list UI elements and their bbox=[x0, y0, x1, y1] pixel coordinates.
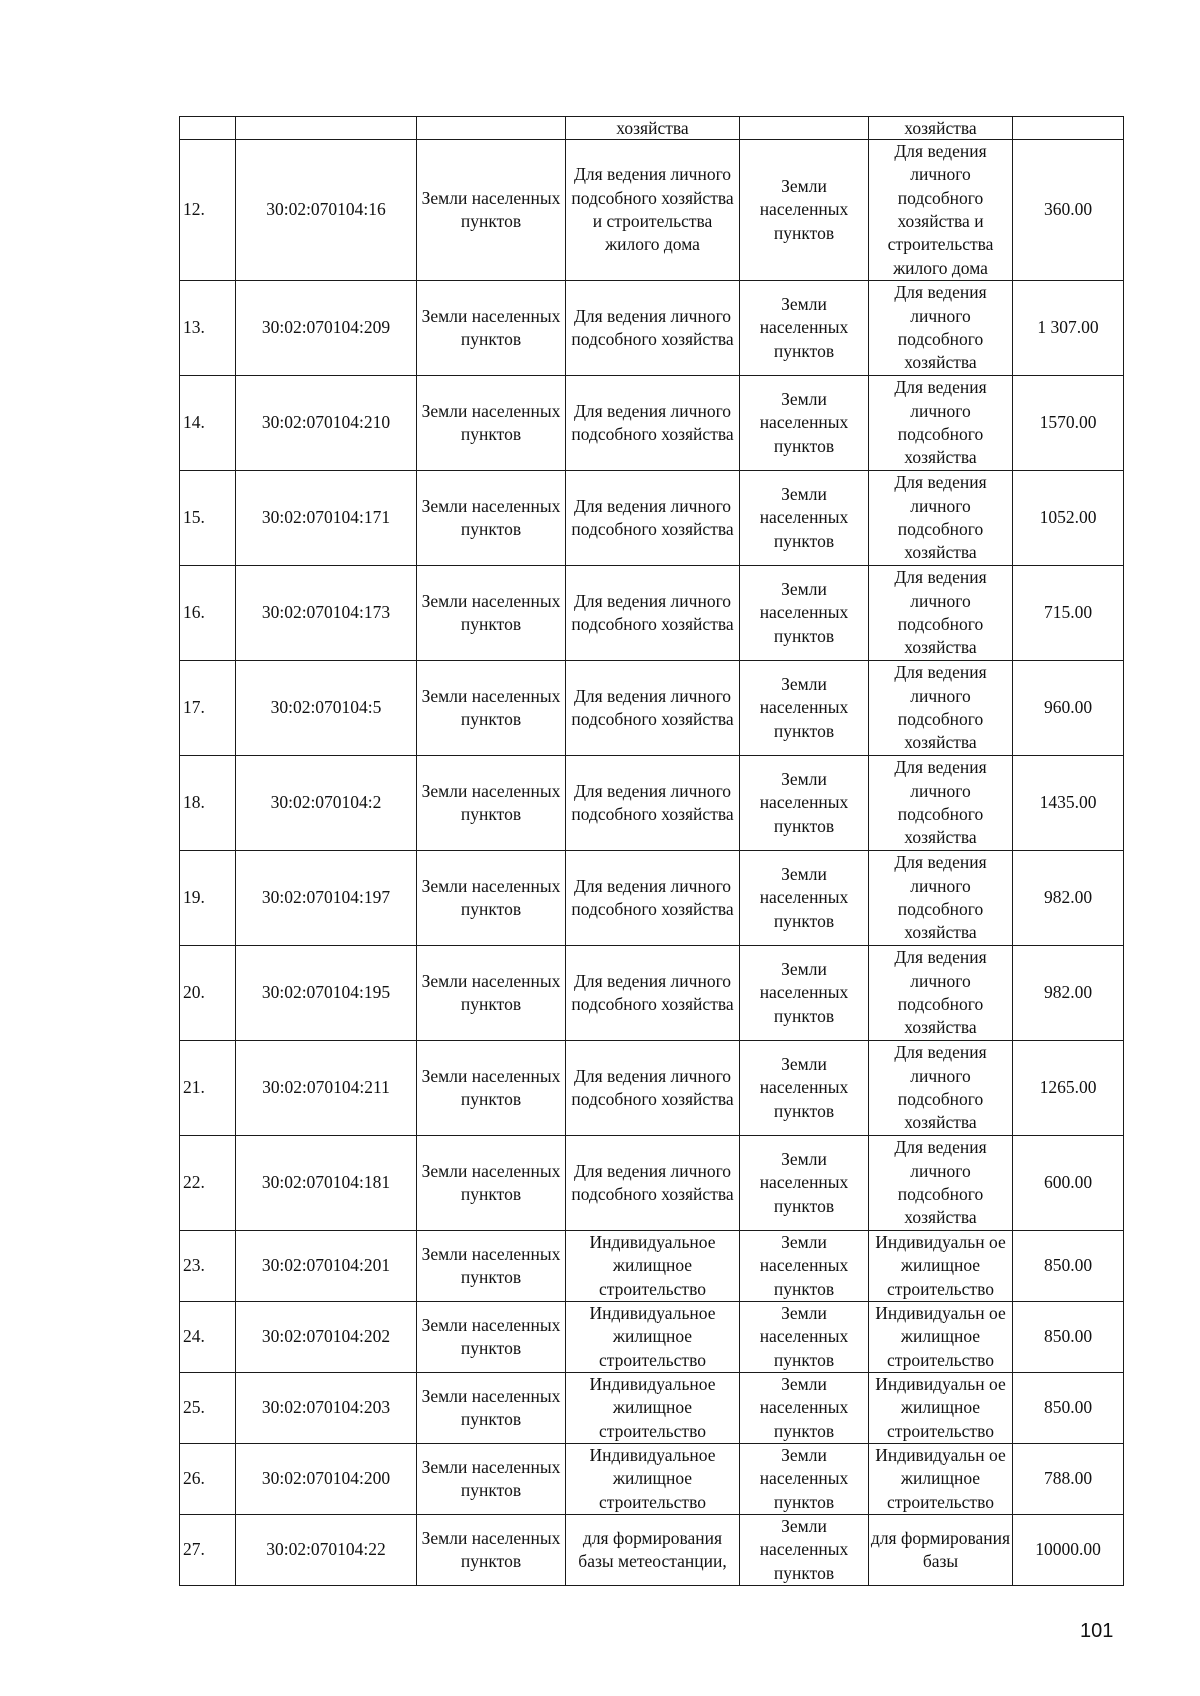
area-cell: 600.00 bbox=[1013, 1136, 1124, 1231]
table-row bbox=[180, 1515, 1124, 1586]
row-number-cell: 17. bbox=[180, 661, 236, 756]
row-number-cell: 19. bbox=[180, 851, 236, 946]
row-number-cell: 15. bbox=[180, 471, 236, 566]
land-category-cell-2: Земли населенных пунктов bbox=[740, 1515, 869, 1586]
page-number: 101 bbox=[1080, 1620, 1114, 1642]
permitted-use-cell-2: Для ведения личного подсобного хозяйства bbox=[869, 851, 1013, 946]
land-category-cell-2: Земли населенных пунктов bbox=[740, 1041, 869, 1136]
row-number-cell: 20. bbox=[180, 946, 236, 1041]
land-category-cell-2: Земли населенных пунктов bbox=[740, 851, 869, 946]
permitted-use-cell: Для ведения личного подсобного хозяйства bbox=[566, 376, 740, 471]
area-cell: 788.00 bbox=[1013, 1444, 1124, 1515]
land-category-cell: Земли населенных пунктов bbox=[417, 140, 566, 281]
area-cell: 10000.00 bbox=[1013, 1515, 1124, 1586]
permitted-use-cell-2: Для ведения личного подсобного хозяйства bbox=[869, 566, 1013, 661]
permitted-use-cell: Для ведения личного подсобного хозяйства bbox=[566, 661, 740, 756]
cadastral-number-cell: 30:02:070104:202 bbox=[236, 1302, 417, 1373]
row-number-cell: 27. bbox=[180, 1515, 236, 1586]
table-row-continuation bbox=[180, 117, 1124, 140]
permitted-use-cell: Индивидуальное жилищное строительство bbox=[566, 1231, 740, 1302]
land-category-cell-2 bbox=[740, 117, 869, 140]
land-category-cell: Земли населенных пунктов bbox=[417, 1041, 566, 1136]
land-category-cell-2: Земли населенных пунктов bbox=[740, 1373, 869, 1444]
permitted-use-cell-2: для формирования базы bbox=[869, 1515, 1013, 1586]
row-number-cell: 21. bbox=[180, 1041, 236, 1136]
permitted-use-cell: Для ведения личного подсобного хозяйства bbox=[566, 471, 740, 566]
row-number-cell: 12. bbox=[180, 140, 236, 281]
permitted-use-cell-2: хозяйства bbox=[869, 117, 1013, 140]
area-cell: 960.00 bbox=[1013, 661, 1124, 756]
cadastral-number-cell: 30:02:070104:16 bbox=[236, 140, 417, 281]
row-number-cell: 26. bbox=[180, 1444, 236, 1515]
row-number-cell: 16. bbox=[180, 566, 236, 661]
land-category-cell: Земли населенных пунктов bbox=[417, 946, 566, 1041]
area-cell: 1435.00 bbox=[1013, 756, 1124, 851]
row-number-cell: 25. bbox=[180, 1373, 236, 1444]
land-category-cell-2: Земли населенных пунктов bbox=[740, 946, 869, 1041]
permitted-use-cell-2: Индивидуальн ое жилищное строительство bbox=[869, 1373, 1013, 1444]
table-row bbox=[180, 1302, 1124, 1373]
cadastral-number-cell: 30:02:070104:2 bbox=[236, 756, 417, 851]
cadastral-number-cell: 30:02:070104:211 bbox=[236, 1041, 417, 1136]
permitted-use-cell-2: Для ведения личного подсобного хозяйства и строительства жилого дома bbox=[869, 140, 1013, 281]
permitted-use-cell: Для ведения личного подсобного хозяйства bbox=[566, 281, 740, 376]
cadastral-number-cell: 30:02:070104:22 bbox=[236, 1515, 417, 1586]
table-row bbox=[180, 281, 1124, 376]
row-number-cell: 13. bbox=[180, 281, 236, 376]
area-cell: 850.00 bbox=[1013, 1302, 1124, 1373]
permitted-use-cell: Для ведения личного подсобного хозяйства bbox=[566, 756, 740, 851]
land-category-cell-2: Земли населенных пунктов bbox=[740, 376, 869, 471]
area-cell: 850.00 bbox=[1013, 1231, 1124, 1302]
permitted-use-cell: для формирования базы метеостанции, bbox=[566, 1515, 740, 1586]
land-category-cell: Земли населенных пунктов bbox=[417, 1515, 566, 1586]
area-cell: 850.00 bbox=[1013, 1373, 1124, 1444]
land-category-cell: Земли населенных пунктов bbox=[417, 376, 566, 471]
permitted-use-cell: Для ведения личного подсобного хозяйства и строительства жилого дома bbox=[566, 140, 740, 281]
land-category-cell-2: Земли населенных пунктов bbox=[740, 140, 869, 281]
permitted-use-cell-2: Для ведения личного подсобного хозяйства bbox=[869, 281, 1013, 376]
land-category-cell-2: Земли населенных пунктов bbox=[740, 756, 869, 851]
land-category-cell: Земли населенных пунктов bbox=[417, 281, 566, 376]
area-cell: 982.00 bbox=[1013, 851, 1124, 946]
permitted-use-cell-2: Для ведения личного подсобного хозяйства bbox=[869, 1136, 1013, 1231]
permitted-use-cell-2: Для ведения личного подсобного хозяйства bbox=[869, 1041, 1013, 1136]
land-category-cell-2: Земли населенных пунктов bbox=[740, 661, 869, 756]
land-category-cell-2: Земли населенных пунктов bbox=[740, 281, 869, 376]
permitted-use-cell-2: Для ведения личного подсобного хозяйства bbox=[869, 756, 1013, 851]
table-row bbox=[180, 946, 1124, 1041]
row-number-cell: 14. bbox=[180, 376, 236, 471]
cadastral-number-cell: 30:02:070104:5 bbox=[236, 661, 417, 756]
land-plots-table bbox=[179, 116, 1124, 1586]
permitted-use-cell-2: Для ведения личного подсобного хозяйства bbox=[869, 661, 1013, 756]
land-category-cell: Земли населенных пунктов bbox=[417, 661, 566, 756]
permitted-use-cell: хозяйства bbox=[566, 117, 740, 140]
row-number-cell: 18. bbox=[180, 756, 236, 851]
land-category-cell-2: Земли населенных пунктов bbox=[740, 1136, 869, 1231]
permitted-use-cell-2: Для ведения личного подсобного хозяйства bbox=[869, 376, 1013, 471]
row-number-cell: 23. bbox=[180, 1231, 236, 1302]
permitted-use-cell: Для ведения личного подсобного хозяйства bbox=[566, 1041, 740, 1136]
row-number-cell: 24. bbox=[180, 1302, 236, 1373]
land-category-cell: Земли населенных пунктов bbox=[417, 566, 566, 661]
table-row bbox=[180, 1041, 1124, 1136]
permitted-use-cell: Для ведения личного подсобного хозяйства bbox=[566, 851, 740, 946]
permitted-use-cell: Для ведения личного подсобного хозяйства bbox=[566, 1136, 740, 1231]
cadastral-number-cell: 30:02:070104:200 bbox=[236, 1444, 417, 1515]
permitted-use-cell: Для ведения личного подсобного хозяйства bbox=[566, 566, 740, 661]
table-row bbox=[180, 471, 1124, 566]
table-row bbox=[180, 140, 1124, 281]
area-cell: 715.00 bbox=[1013, 566, 1124, 661]
permitted-use-cell-2: Индивидуальн ое жилищное строительство bbox=[869, 1444, 1013, 1515]
row-number-cell: 22. bbox=[180, 1136, 236, 1231]
land-category-cell: Земли населенных пунктов bbox=[417, 471, 566, 566]
table-row bbox=[180, 851, 1124, 946]
permitted-use-cell: Индивидуальное жилищное строительство bbox=[566, 1373, 740, 1444]
permitted-use-cell-2: Для ведения личного подсобного хозяйства bbox=[869, 946, 1013, 1041]
land-category-cell-2: Земли населенных пунктов bbox=[740, 1444, 869, 1515]
cadastral-number-cell: 30:02:070104:181 bbox=[236, 1136, 417, 1231]
cadastral-number-cell: 30:02:070104:201 bbox=[236, 1231, 417, 1302]
cadastral-number-cell: 30:02:070104:197 bbox=[236, 851, 417, 946]
permitted-use-cell-2: Индивидуальн ое жилищное строительство bbox=[869, 1231, 1013, 1302]
table-row bbox=[180, 661, 1124, 756]
area-cell: 1052.00 bbox=[1013, 471, 1124, 566]
land-category-cell-2: Земли населенных пунктов bbox=[740, 471, 869, 566]
table-row bbox=[180, 1136, 1124, 1231]
area-cell: 982.00 bbox=[1013, 946, 1124, 1041]
table-row bbox=[180, 1373, 1124, 1444]
permitted-use-cell: Для ведения личного подсобного хозяйства bbox=[566, 946, 740, 1041]
row-number-cell bbox=[180, 117, 236, 140]
land-category-cell: Земли населенных пунктов bbox=[417, 1373, 566, 1444]
land-category-cell: Земли населенных пунктов bbox=[417, 1444, 566, 1515]
cadastral-number-cell: 30:02:070104:171 bbox=[236, 471, 417, 566]
land-category-cell: Земли населенных пунктов bbox=[417, 756, 566, 851]
permitted-use-cell: Индивидуальное жилищное строительство bbox=[566, 1444, 740, 1515]
cadastral-number-cell: 30:02:070104:209 bbox=[236, 281, 417, 376]
area-cell: 1 307.00 bbox=[1013, 281, 1124, 376]
table-row bbox=[180, 376, 1124, 471]
table-row bbox=[180, 1444, 1124, 1515]
table-row bbox=[180, 1231, 1124, 1302]
cadastral-number-cell bbox=[236, 117, 417, 140]
area-cell: 1265.00 bbox=[1013, 1041, 1124, 1136]
land-category-cell: Земли населенных пунктов bbox=[417, 1231, 566, 1302]
permitted-use-cell-2: Индивидуальн ое жилищное строительство bbox=[869, 1302, 1013, 1373]
land-category-cell-2: Земли населенных пунктов bbox=[740, 1231, 869, 1302]
cadastral-number-cell: 30:02:070104:173 bbox=[236, 566, 417, 661]
cadastral-number-cell: 30:02:070104:210 bbox=[236, 376, 417, 471]
permitted-use-cell: Индивидуальное жилищное строительство bbox=[566, 1302, 740, 1373]
cadastral-number-cell: 30:02:070104:203 bbox=[236, 1373, 417, 1444]
area-cell bbox=[1013, 117, 1124, 140]
permitted-use-cell-2: Для ведения личного подсобного хозяйства bbox=[869, 471, 1013, 566]
area-cell: 360.00 bbox=[1013, 140, 1124, 281]
land-category-cell: Земли населенных пунктов bbox=[417, 1136, 566, 1231]
land-category-cell: Земли населенных пунктов bbox=[417, 1302, 566, 1373]
land-category-cell: Земли населенных пунктов bbox=[417, 851, 566, 946]
cadastral-number-cell: 30:02:070104:195 bbox=[236, 946, 417, 1041]
area-cell: 1570.00 bbox=[1013, 376, 1124, 471]
land-category-cell-2: Земли населенных пунктов bbox=[740, 566, 869, 661]
land-category-cell-2: Земли населенных пунктов bbox=[740, 1302, 869, 1373]
table-row bbox=[180, 566, 1124, 661]
land-category-cell bbox=[417, 117, 566, 140]
table-row bbox=[180, 756, 1124, 851]
